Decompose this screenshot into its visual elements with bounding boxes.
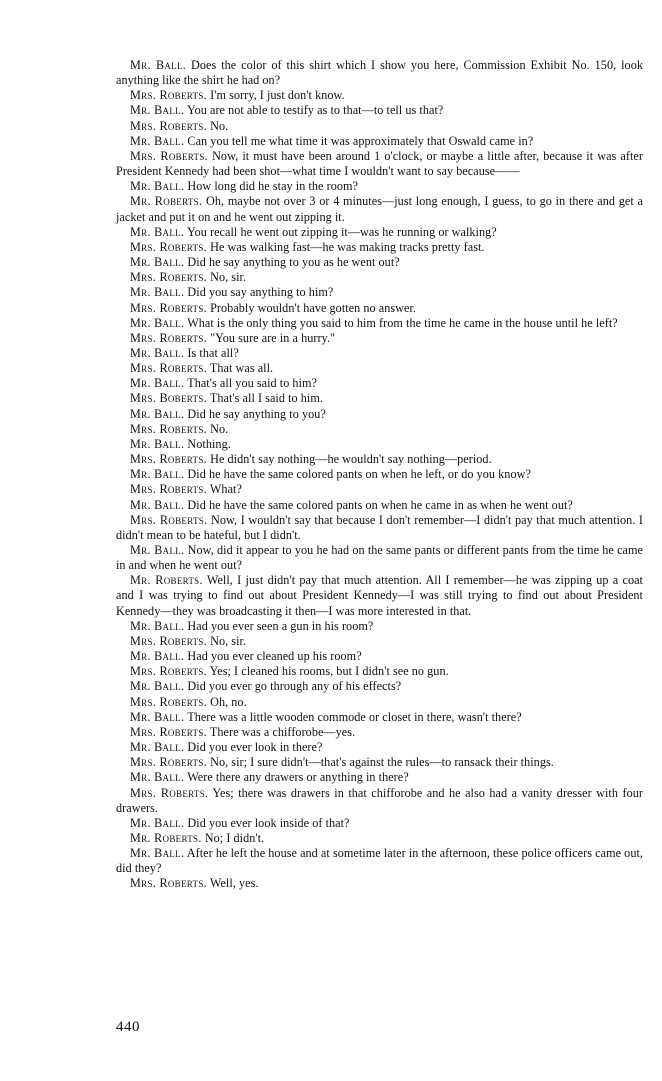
transcript-paragraph <box>116 786 643 816</box>
utterance-text: Were there any drawers or anything in there? <box>187 770 409 785</box>
utterance-text: No. <box>210 421 229 436</box>
transcript-paragraph <box>116 391 643 406</box>
transcript-paragraph <box>116 225 643 240</box>
utterance-text: Yes; there was drawers in that chifforobe and he also had a vanity dresser with four drawers. <box>116 785 643 815</box>
transcript-paragraph <box>116 876 643 891</box>
transcript-paragraph <box>116 149 643 179</box>
transcript-paragraph <box>116 695 643 710</box>
transcript-paragraph <box>116 437 643 452</box>
speaker-label: Mrs. Roberts. <box>130 88 207 103</box>
utterance-text: "You sure are in a hurry." <box>210 330 336 345</box>
transcript-paragraph <box>116 58 643 88</box>
transcript-paragraph <box>116 452 643 467</box>
utterance-text: Did he say anything to you? <box>187 406 326 421</box>
speaker-label: Mrs. Roberts. <box>130 664 207 679</box>
utterance-text: There was a little wooden commode or closet in there, wasn't there? <box>187 709 522 724</box>
speaker-label: Mr. Ball. <box>130 133 185 148</box>
utterance-text: No, sir. <box>210 633 247 648</box>
transcript-paragraph <box>116 649 643 664</box>
speaker-label: Mr. Ball. <box>130 543 185 557</box>
transcript-paragraph <box>116 619 643 634</box>
utterance-text: Can you tell me what time it was approximately that Oswald came in? <box>187 133 534 148</box>
utterance-text: Did you say anything to him? <box>187 285 334 300</box>
utterance-text: Did he have the same colored pants on when he came in as when he went out? <box>187 497 573 512</box>
speaker-label: Mr. Ball. <box>130 815 185 830</box>
speaker-label: Mr. Ball. <box>130 709 185 724</box>
transcript-paragraph <box>116 285 643 300</box>
speaker-label: Mr. Roberts. <box>130 830 202 845</box>
transcript-paragraph <box>116 270 643 285</box>
transcript-paragraph <box>116 467 643 482</box>
speaker-label: Mrs. Roberts. <box>130 755 207 770</box>
speaker-label: Mr. Ball. <box>130 467 185 482</box>
utterance-text: Oh, no. <box>210 694 247 709</box>
speaker-label: Mr. Ball. <box>130 618 185 633</box>
transcript-paragraph <box>116 407 643 422</box>
transcript-paragraph <box>116 119 643 134</box>
transcript-paragraph <box>116 255 643 270</box>
utterance-text: Yes; I cleaned his rooms, but I didn't see no gun. <box>209 664 449 679</box>
transcript-paragraph <box>116 755 643 770</box>
transcript-paragraph <box>116 573 643 618</box>
speaker-label: Mrs. Roberts. <box>130 633 207 648</box>
utterance-text: Did you ever look in there? <box>187 740 323 755</box>
utterance-text: What is the only thing you said to him from the time he came in the house until he left? <box>187 315 618 330</box>
transcript-paragraph <box>116 543 643 573</box>
transcript-paragraph <box>116 422 643 437</box>
utterance-text: Is that all? <box>187 345 239 360</box>
speaker-label: Mr. Ball. <box>130 436 185 451</box>
speaker-label: Mrs. Roberts. <box>130 724 207 739</box>
speaker-label: Mr. Ball. <box>130 315 185 330</box>
utterance-text: How long did he stay in the room? <box>187 179 358 194</box>
speaker-label: Mrs. Roberts. <box>130 148 208 163</box>
transcript-paragraph <box>116 240 643 255</box>
speaker-label: Mr. Ball. <box>130 58 187 72</box>
speaker-label: Mr. Ball. <box>130 846 185 861</box>
utterance-text: What? <box>209 482 242 497</box>
transcript-body <box>116 58 643 892</box>
page-number: 440 <box>116 1019 140 1035</box>
utterance-text: There was a chifforobe—yes. <box>209 724 356 739</box>
utterance-text: Did you ever go through any of his effects? <box>187 679 402 694</box>
speaker-label: Mrs. Roberts. <box>130 421 207 436</box>
speaker-label: Mrs. Roberts. <box>130 330 207 345</box>
speaker-label: Mr. Ball. <box>130 345 185 360</box>
transcript-paragraph <box>116 770 643 785</box>
speaker-label: Mr. Ball. <box>130 740 185 755</box>
speaker-label: Mr. Ball. <box>130 285 185 300</box>
utterance-text: You recall he went out zipping it—was he running or walking? <box>186 224 497 239</box>
utterance-text: After he left the house and at sometime later in the afternoon, these police officers came out, did they? <box>116 846 643 876</box>
transcript-paragraph <box>116 482 643 497</box>
speaker-label: Mrs. Roberts. <box>130 452 207 467</box>
speaker-label: Mr. Ball. <box>130 497 185 512</box>
utterance-text: No, sir. <box>210 270 247 285</box>
utterance-text: I'm sorry, I just don't know. <box>210 88 345 103</box>
speaker-label: Mr. Roberts. <box>130 573 203 588</box>
transcript-paragraph <box>116 88 643 103</box>
utterance-text: Did he have the same colored pants on when he left, or do you know? <box>187 467 531 482</box>
transcript-paragraph <box>116 740 643 755</box>
speaker-label: Mrs. Roberts. <box>130 118 207 133</box>
transcript-paragraph <box>116 710 643 725</box>
utterance-text: No, sir; I sure didn't—that's against the rules—to ransack their things. <box>210 755 554 770</box>
transcript-paragraph <box>116 846 643 876</box>
utterance-text: That's all you said to him? <box>187 376 318 391</box>
utterance-text: You are not able to testify as to that—to tell us that? <box>186 103 444 118</box>
utterance-text: Well, yes. <box>209 876 259 891</box>
speaker-label: Mr. Roberts. <box>130 194 203 209</box>
utterance-text: Probably wouldn't have gotten no answer. <box>210 300 417 315</box>
speaker-label: Mrs. Roberts. <box>130 512 208 527</box>
transcript-paragraph <box>116 376 643 391</box>
transcript-paragraph <box>116 134 643 149</box>
utterance-text: Now, did it appear to you he had on the same pants or different pants from the time he came in and when he went out? <box>116 543 643 573</box>
transcript-paragraph <box>116 513 643 543</box>
speaker-label: Mrs. Roberts. <box>130 270 207 285</box>
utterance-text: Nothing. <box>187 436 231 451</box>
utterance-text: Did he say anything to you as he went out? <box>187 255 400 270</box>
utterance-text: He didn't say nothing—he wouldn't say nothing—period. <box>210 452 492 467</box>
speaker-label: Mr. Ball. <box>130 770 185 785</box>
speaker-label: Mrs. Roberts. <box>130 482 207 497</box>
utterance-text: Had you ever seen a gun in his room? <box>187 618 374 633</box>
transcript-paragraph <box>116 301 643 316</box>
speaker-label: Mr. Ball. <box>130 224 185 239</box>
speaker-label: Mr. Ball. <box>130 679 185 694</box>
transcript-paragraph <box>116 725 643 740</box>
transcript-paragraph <box>116 498 643 513</box>
speaker-label: Mrs. Roberts. <box>130 876 207 891</box>
speaker-label: Mr. Ball. <box>130 406 185 421</box>
transcript-paragraph <box>116 634 643 649</box>
utterance-text: That's all I said to him. <box>209 391 323 406</box>
speaker-label: Mrs. Boberts. <box>130 391 207 406</box>
utterance-text: No; I didn't. <box>204 830 265 845</box>
transcript-paragraph <box>116 179 643 194</box>
transcript-paragraph <box>116 679 643 694</box>
utterance-text: Oh, maybe not over 3 or 4 minutes—just long enough, I guess, to go in there and get a jacket and put it on and he went out zipping it. <box>116 194 643 224</box>
utterance-text: Well, I just didn't pay that much attention. All I remember—he was zipping up a coat and I was trying to find out about President Kennedy—I was still trying to find out about President Kennedy—they was broadcasting it then—I was more interested in that. <box>116 573 643 618</box>
speaker-label: Mrs. Roberts. <box>130 694 207 709</box>
speaker-label: Mr. Ball. <box>130 376 185 391</box>
transcript-paragraph <box>116 346 643 361</box>
transcript-paragraph <box>116 361 643 376</box>
speaker-label: Mrs. Roberts. <box>130 300 207 315</box>
transcript-paragraph <box>116 831 643 846</box>
utterance-text: Now, I wouldn't say that because I don't remember—I didn't pay that much attention. I didn't mean to be hateful, but I didn't. <box>116 512 643 542</box>
transcript-paragraph <box>116 103 643 118</box>
transcript-paragraph <box>116 664 643 679</box>
transcript-paragraph <box>116 331 643 346</box>
speaker-label: Mr. Ball. <box>130 179 185 194</box>
utterance-text: Had you ever cleaned up his room? <box>187 649 362 664</box>
speaker-label: Mrs. Roberts. <box>130 361 207 376</box>
speaker-label: Mr. Ball. <box>130 649 185 664</box>
speaker-label: Mr. Ball. <box>130 255 185 270</box>
speaker-label: Mrs. Roberts. <box>130 785 209 800</box>
transcript-paragraph <box>116 316 643 331</box>
speaker-label: Mr. Ball. <box>130 103 185 118</box>
transcript-paragraph <box>116 816 643 831</box>
utterance-text: He was walking fast—he was making tracks pretty fast. <box>210 239 485 254</box>
speaker-label: Mrs. Roberts. <box>130 239 207 254</box>
utterance-text: Did you ever look inside of that? <box>187 815 350 830</box>
utterance-text: Does the color of this shirt which I show you here, Commission Exhibit No. 150, look anything like the shirt he had on? <box>116 58 643 88</box>
utterance-text: Now, it must have been around 1 o'clock, or maybe a little after, because it was after President Kennedy had been shot—what time I wouldn't want to say because—— <box>116 148 643 179</box>
utterance-text: That was all. <box>209 361 274 376</box>
transcript-paragraph <box>116 194 643 224</box>
utterance-text: No. <box>210 118 229 133</box>
